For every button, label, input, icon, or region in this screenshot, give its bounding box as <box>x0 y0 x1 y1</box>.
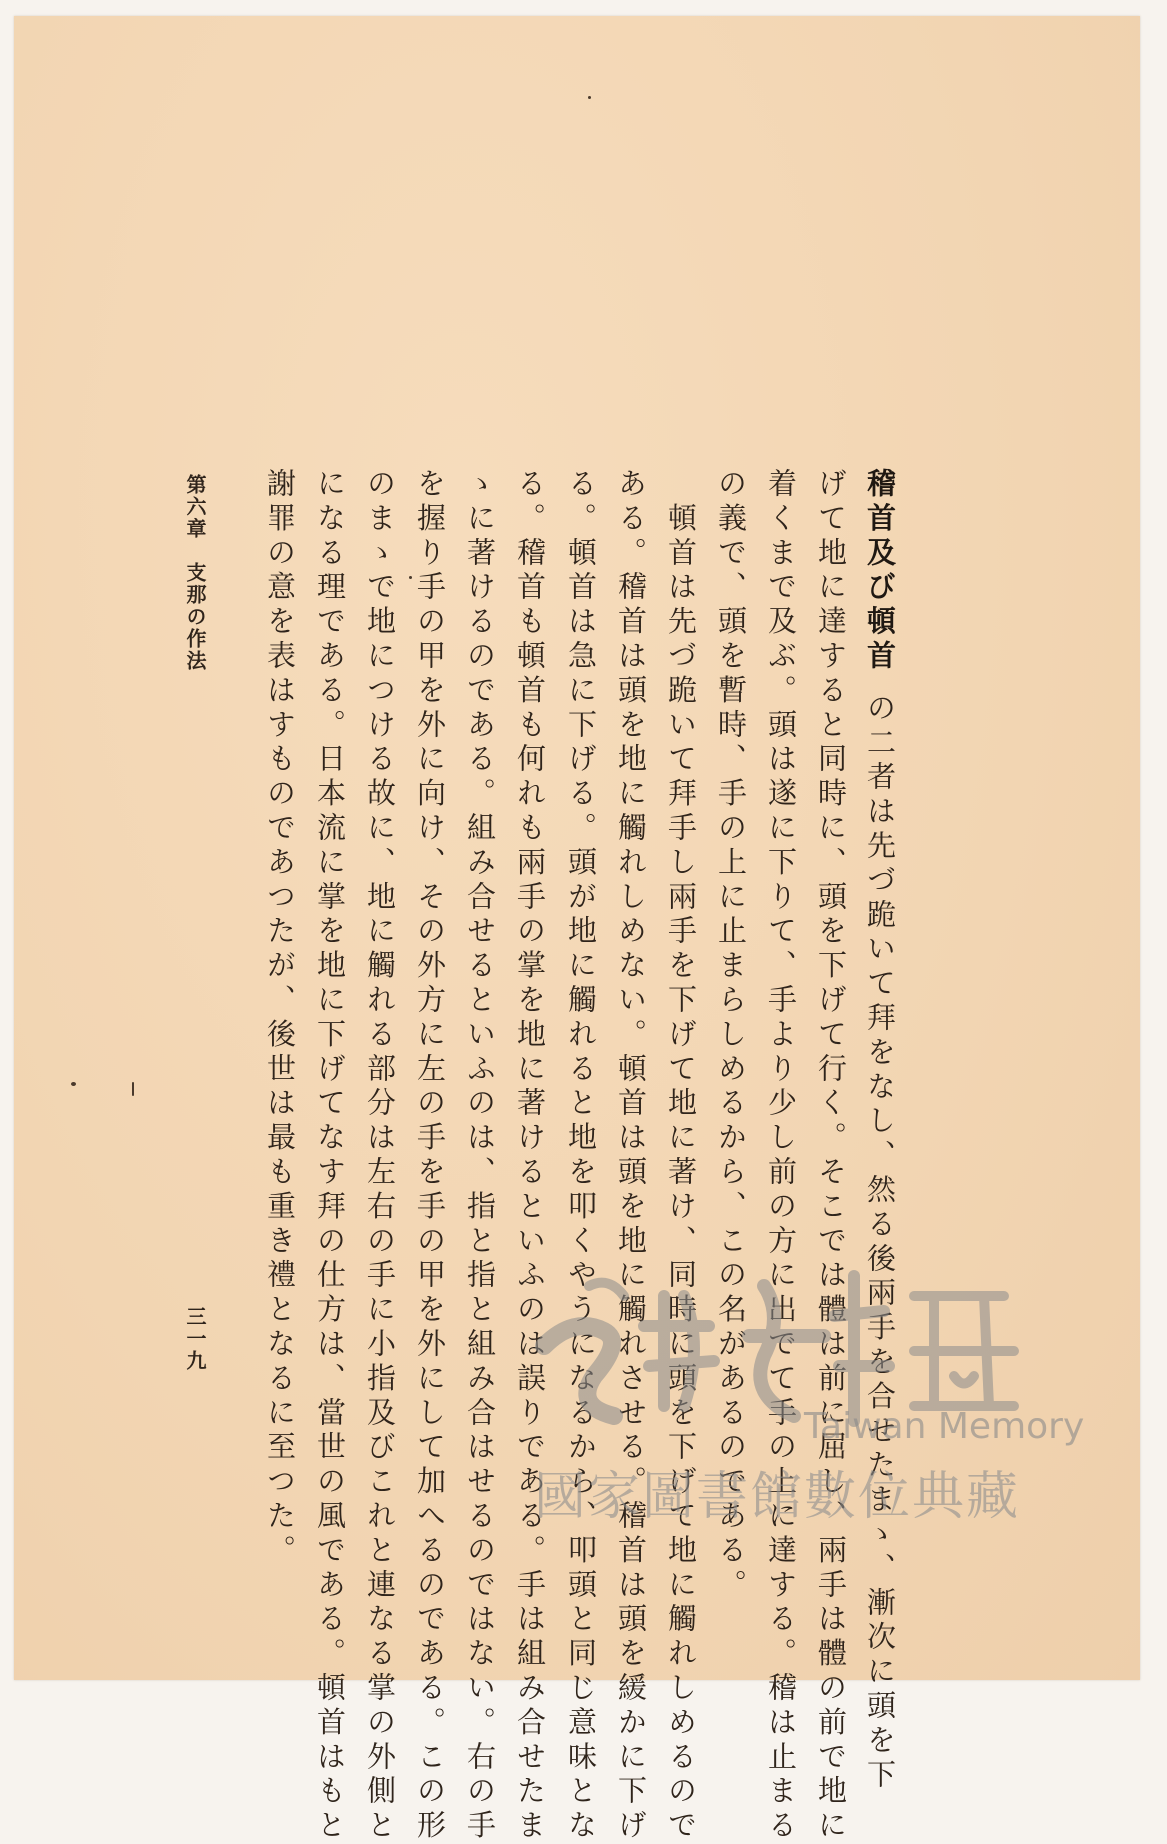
watermark-latin: Taiwan Memory <box>804 1406 1085 1447</box>
chapter-footer: 第六章 支那の作法 <box>183 474 207 672</box>
col-9 <box>460 468 497 1844</box>
col-7 <box>561 468 598 1844</box>
column-text: る。稽首も頓首も何れも兩手の掌を地に著けるといふのは誤りである。手は組み合せたま <box>513 468 547 1844</box>
column-text: る。頓首は急に下げる。頭が地に觸れると地を叩くやうになるから、叩頭と同じ意味とな <box>564 468 598 1844</box>
column-text: になる理である。日本流に掌を地に下げてなす拜の仕方は、當世の風である。頓首はもと <box>313 468 347 1844</box>
paper-speck <box>71 1082 76 1086</box>
paper-speck <box>588 96 591 99</box>
col-6 <box>611 468 648 1844</box>
col-8 <box>510 468 547 1844</box>
page-number: 三一九 <box>183 1306 207 1372</box>
paper-speck <box>409 576 412 579</box>
column-text: 頓首は先づ跪いて拜手し兩手を下げて地に著け、同時に頭を下げて地に觸れしめるので <box>664 468 698 1844</box>
section-heading: 稽首及び頓首 <box>863 468 897 675</box>
col-5 <box>661 468 698 1844</box>
column-text: を握り手の甲を外に向け、その外方に左の手を手の甲を外にして加へるのである。この形 <box>413 468 447 1844</box>
column-text: の義で、頭を暫時、手の上に止まらしめるから、この名があるのである。 <box>714 468 748 1604</box>
column-text: の二者は先づ跪いて拜をなし、然る後兩手を合せたまゝ、漸次に頭を下 <box>863 692 897 1794</box>
column-text: げて地に達すると同時に、頭を下げて行く。そこでは體は前に屈し、兩手は體の前で地に <box>814 468 848 1844</box>
col-13 <box>260 468 297 1569</box>
column-text: ゝに著けるのである。組み合せるといふのは、指と指と組み合はせるのではない。右の手 <box>463 468 497 1844</box>
paper-speck <box>132 1082 134 1096</box>
col-11 <box>360 468 397 1844</box>
watermark-institution: 國家圖書館數位典藏 <box>534 1467 1021 1527</box>
column-text: ある。稽首は頭を地に觸れしめない。頓首は頭を地に觸れさせる。稽首は頭を緩かに下げ <box>614 468 648 1844</box>
column-text: 謝罪の意を表はすものであつたが、後世は最も重き禮となるに至つた。 <box>263 468 297 1569</box>
col-3 <box>761 468 798 1844</box>
col-10 <box>410 468 447 1844</box>
column-text: のまゝで地につける故に、地に觸れる部分は左右の手に小指及びこれと連なる掌の外側と <box>363 468 397 1844</box>
col-1 <box>860 468 897 1794</box>
column-text: 着くまで及ぶ。頭は遂に下りて、手より少し前の方に出でて手の上に達する。稽は止まる <box>764 468 798 1844</box>
col-2 <box>811 468 848 1844</box>
book-page <box>14 16 1140 1844</box>
col-12 <box>310 468 347 1844</box>
